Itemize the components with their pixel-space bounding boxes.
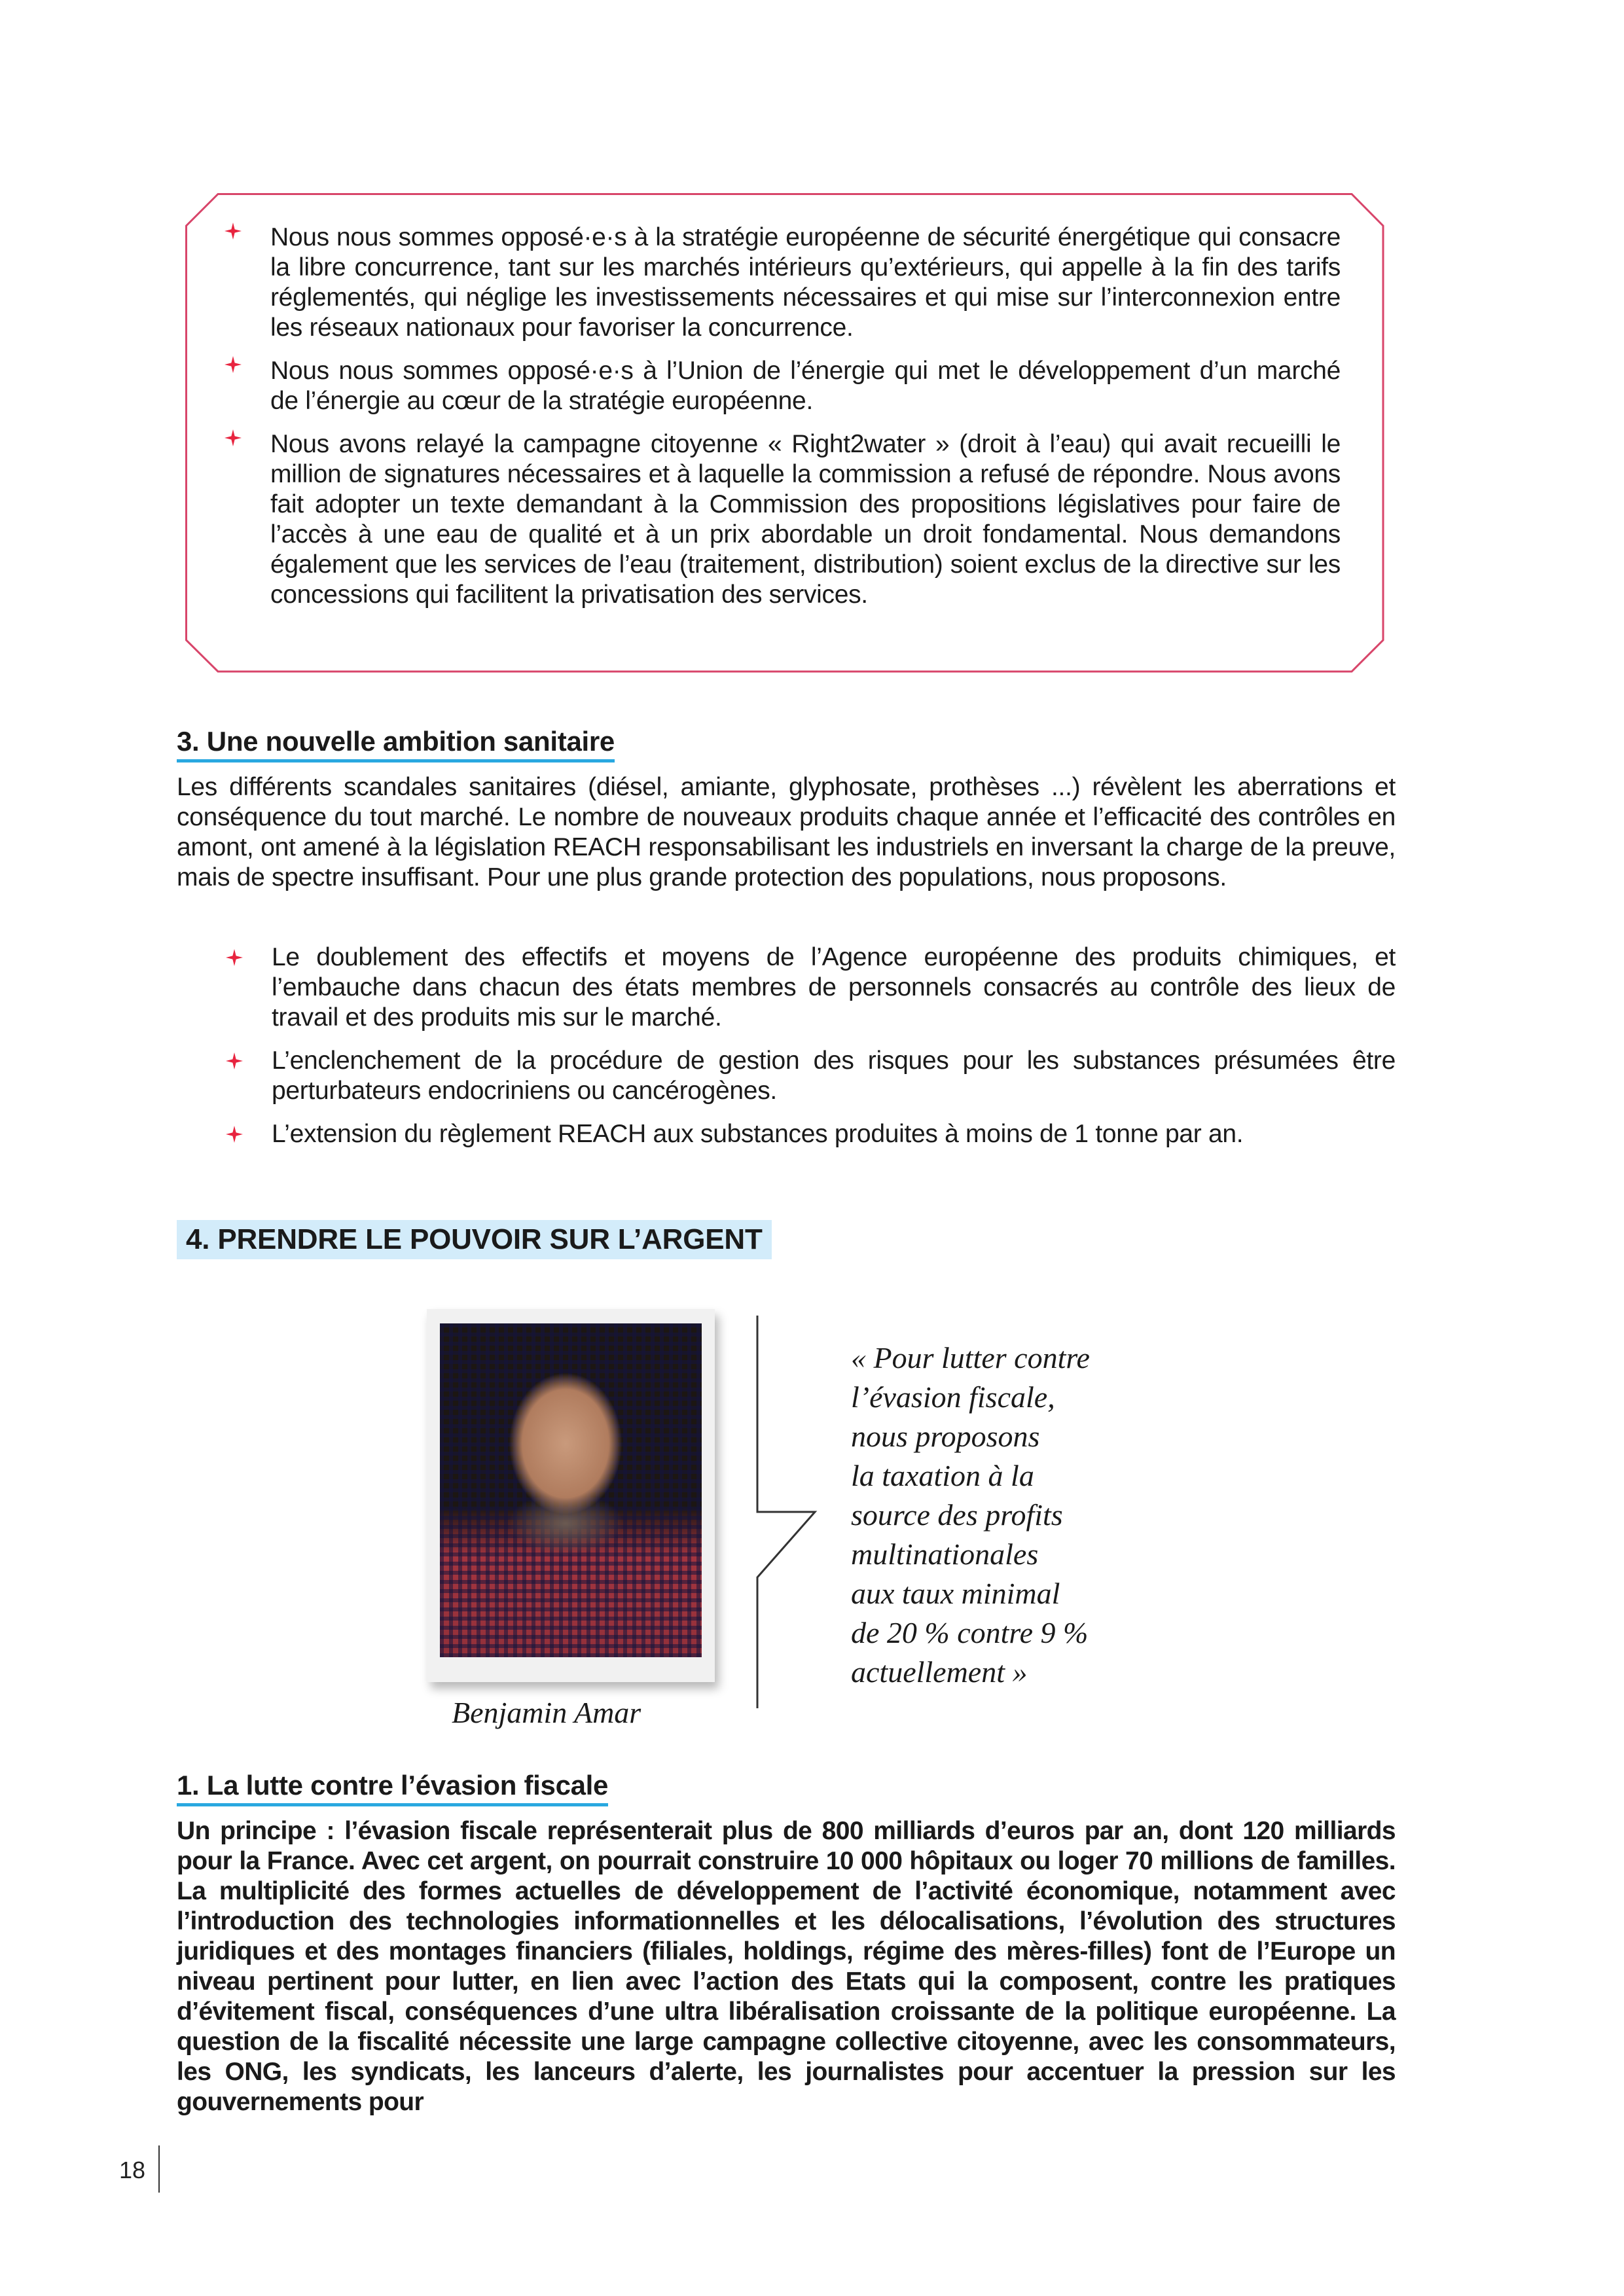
bullet-text: L’extension du règlement REACH aux substances produites à moins de 1 tonne par an.	[272, 1120, 1244, 1148]
star-bullet-icon	[226, 949, 243, 966]
chapter-heading: 4. PRENDRE LE POUVOIR SUR L’ARGENT	[177, 1220, 772, 1259]
bullet-text: Nous nous sommes opposé·e·s à la stratégie européenne de sécurité énergétique qui consacre la libre concurrence, tant sur les marchés intérieurs qu’extérieurs, qui appelle à la fin des tarifs réglementés, qui néglige les investissements nécessaires et qui mise sur l’interconnexion entre les réseaux nationaux pour favoriser la concurrence.	[270, 223, 1341, 342]
box-bullet-list	[225, 223, 1341, 623]
star-bullet-icon	[225, 223, 242, 240]
section3-bullet-list	[226, 942, 1396, 1162]
speech-pointer-line	[756, 1316, 835, 1721]
list-item	[225, 429, 1341, 610]
list-item	[226, 1119, 1396, 1149]
quote-line: multinationales	[851, 1537, 1039, 1571]
portrait-photo	[440, 1323, 702, 1657]
quote-line: la taxation à la	[851, 1459, 1034, 1492]
pull-quote	[851, 1338, 1178, 1692]
bullet-text: Nous avons relayé la campagne citoyenne « Right2water » (droit à l’eau) qui avait recueilli le million de signatures nécessaires et à laquelle la commission a refusé de répondre. Nous avons fait adopter un texte demandant à la Commission des propositions législatives pour faire de l’accès à une eau de qualité et à un prix abordable un droit fondamental. Nous demandons également que les services de l’eau (traitement, distribution) soient exclus de la directive sur les concessions qui facilitent la privatisation des services.	[270, 430, 1341, 609]
star-bullet-icon	[225, 429, 242, 446]
section-intro: Les différents scandales sanitaires (diésel, amiante, glyphosate, prothèses ...) révèlent les aberrations et conséquence du tout marché. Le nombre de nouveaux produits chaque année et l’efficacité des contrôles en amont, ont amené à la législation REACH responsabilisant les industriels en inversant la charge de la preuve, mais de spectre insuffisant. Pour une plus grande protection des populations, nous proposons.	[177, 773, 1396, 891]
energy-water-box	[185, 193, 1384, 673]
page-number-rule	[158, 2145, 160, 2193]
subsection-body: Un principe : l’évasion fiscale représenterait plus de 800 milliards d’euros par an, dont 120 milliards pour la France. Avec cet argent, on pourrait construire 10 000 hôpitaux ou loger 70 millions de familles. La multiplicité des formes actuelles de développement de l’activité économique, notamment avec l’introduction des technologies informationnelles et les délocalisations, l’évolution des structures juridiques et des montages financiers (filiales, holdings, régime des mères-filles) font de l’Europe un niveau pertinent pour lutter, en lien avec l’action des Etats qui la composent, contre les pratiques d’évitement fiscal, conséquences d’une ultra libéralisation croissante de la politique européenne. La question de la fiscalité nécessite une large campagne collective citoyenne, avec les consommateurs, les ONG, les syndicats, les lanceurs d’alerte, les journalistes pour accentuer la pression sur les gouvernements pour	[177, 1817, 1396, 2116]
quote-line: « Pour lutter contre	[851, 1341, 1090, 1374]
quote-line: nous proposons	[851, 1420, 1040, 1453]
star-bullet-icon	[226, 1126, 243, 1143]
quote-line: aux taux minimal	[851, 1577, 1060, 1610]
star-bullet-icon	[226, 1052, 243, 1069]
section-heading: 3. Une nouvelle ambition sanitaire	[177, 725, 615, 762]
list-item	[225, 356, 1341, 416]
list-item	[225, 223, 1341, 343]
quote-line: l’évasion fiscale,	[851, 1380, 1055, 1414]
bullet-text: Le doublement des effectifs et moyens de l’Agence européenne des produits chimiques, et l’embauche dans chacun des états membres de personnels consacrés au contrôle des lieux de travail et des produits mis sur le marché.	[272, 943, 1396, 1031]
list-item	[226, 1046, 1396, 1106]
portrait-caption: Benjamin Amar	[452, 1696, 641, 1729]
quote-line: de 20 % contre 9 %	[851, 1616, 1089, 1649]
page-number: 18	[119, 2157, 146, 2183]
bullet-text: Nous nous sommes opposé·e·s à l’Union de l’énergie qui met le développement d’un marché de l’énergie au cœur de la stratégie européenne.	[270, 357, 1341, 415]
quote-line: actuellement »	[851, 1655, 1028, 1689]
bullet-text: L’enclenchement de la procédure de gestion des risques pour les substances présumées être perturbateurs endocriniens ou cancérogènes.	[272, 1047, 1396, 1105]
list-item	[226, 942, 1396, 1033]
subsection-heading: 1. La lutte contre l’évasion fiscale	[177, 1769, 608, 1806]
portrait-frame	[427, 1309, 715, 1682]
quote-line: source des profits	[851, 1498, 1063, 1532]
star-bullet-icon	[225, 356, 242, 373]
